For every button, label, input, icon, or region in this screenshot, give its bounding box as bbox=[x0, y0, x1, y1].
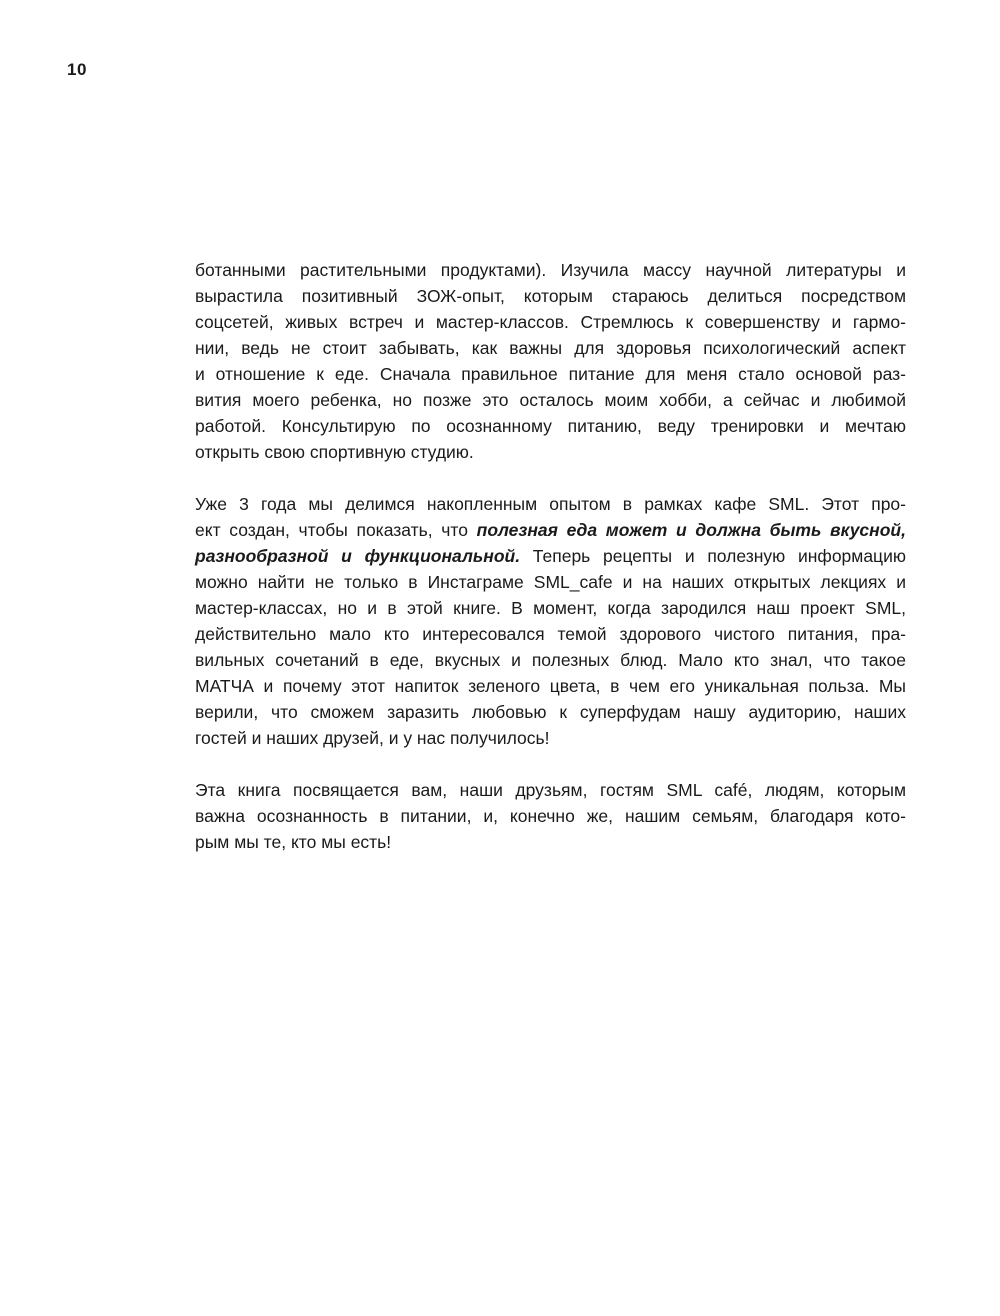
text-line bbox=[195, 777, 906, 803]
paragraph bbox=[195, 491, 906, 751]
text-line bbox=[195, 517, 906, 543]
text-line bbox=[195, 309, 906, 335]
text-line bbox=[195, 335, 906, 361]
emphasized-text: разнообразной и функциональной. bbox=[195, 546, 521, 566]
text-line bbox=[195, 621, 906, 647]
text-segment: и отношение к еде. Сначала правильное питание для меня стало основой раз- bbox=[195, 364, 906, 384]
text-segment: открыть свою спортивную студию. bbox=[195, 442, 474, 462]
text-segment: верили, что сможем заразить любовью к суперфудам нашу аудиторию, наших bbox=[195, 702, 906, 722]
text-segment: действительно мало кто интересовался темой здорового чистого питания, пра- bbox=[195, 624, 906, 644]
text-segment: вития моего ребенка, но позже это осталось моим хобби, а сейчас и любимой bbox=[195, 390, 906, 410]
text-segment: важна осознанность в питании, и, конечно же, нашим семьям, благодаря кото- bbox=[195, 806, 906, 826]
text-segment: гостей и наших друзей, и у нас получилось! bbox=[195, 728, 550, 748]
text-line bbox=[195, 361, 906, 387]
text-line bbox=[195, 725, 906, 751]
text-line bbox=[195, 387, 906, 413]
text-line bbox=[195, 257, 906, 283]
page-number: 10 bbox=[67, 60, 87, 79]
text-line bbox=[195, 283, 906, 309]
text-segment: МАТЧА и почему этот напиток зеленого цвета, в чем его уникальная польза. Мы bbox=[195, 676, 906, 696]
text-segment: вильных сочетаний в еде, вкусных и полезных блюд. Мало кто знал, что такое bbox=[195, 650, 906, 670]
paragraph bbox=[195, 257, 906, 465]
text-segment: соцсетей, живых встреч и мастер-классов. Стремлюсь к совершенству и гармо- bbox=[195, 312, 906, 332]
text-line bbox=[195, 569, 906, 595]
text-line bbox=[195, 699, 906, 725]
text-segment: работой. Консультирую по осознанному питанию, веду тренировки и мечтаю bbox=[195, 416, 906, 436]
text-line bbox=[195, 491, 906, 517]
text-line bbox=[195, 673, 906, 699]
text-segment: можно найти не только в Инстаграме SML_cafe и на наших открытых лекциях и bbox=[195, 572, 906, 592]
text-line bbox=[195, 829, 906, 855]
body-text bbox=[195, 257, 906, 881]
text-segment: мастер-классах, но и в этой книге. В момент, когда зародился наш проект SML, bbox=[195, 598, 906, 618]
text-segment: ботанными растительными продуктами). Изучила массу научной литературы и bbox=[195, 260, 906, 280]
paragraph bbox=[195, 777, 906, 855]
text-line bbox=[195, 543, 906, 569]
text-segment: рым мы те, кто мы есть! bbox=[195, 832, 392, 852]
text-line bbox=[195, 413, 906, 439]
text-segment: Теперь рецепты и полезную информацию bbox=[520, 546, 906, 566]
text-line bbox=[195, 595, 906, 621]
text-segment: ект создан, чтобы показать, что bbox=[195, 520, 477, 540]
text-segment: вырастила позитивный ЗОЖ-опыт, которым стараюсь делиться посредством bbox=[195, 286, 906, 306]
text-line bbox=[195, 803, 906, 829]
text-segment: нии, ведь не стоит забывать, как важны для здоровья психологический аспект bbox=[195, 338, 906, 358]
text-segment: Эта книга посвящается вам, наши друзьям, гостям SML café, людям, которым bbox=[195, 780, 906, 800]
emphasized-text: полезная еда может и должна быть вкусной, bbox=[476, 520, 906, 540]
text-line bbox=[195, 647, 906, 673]
text-line bbox=[195, 439, 906, 465]
text-segment: Уже 3 года мы делимся накопленным опытом в рамках кафе SML. Этот про- bbox=[195, 494, 906, 514]
